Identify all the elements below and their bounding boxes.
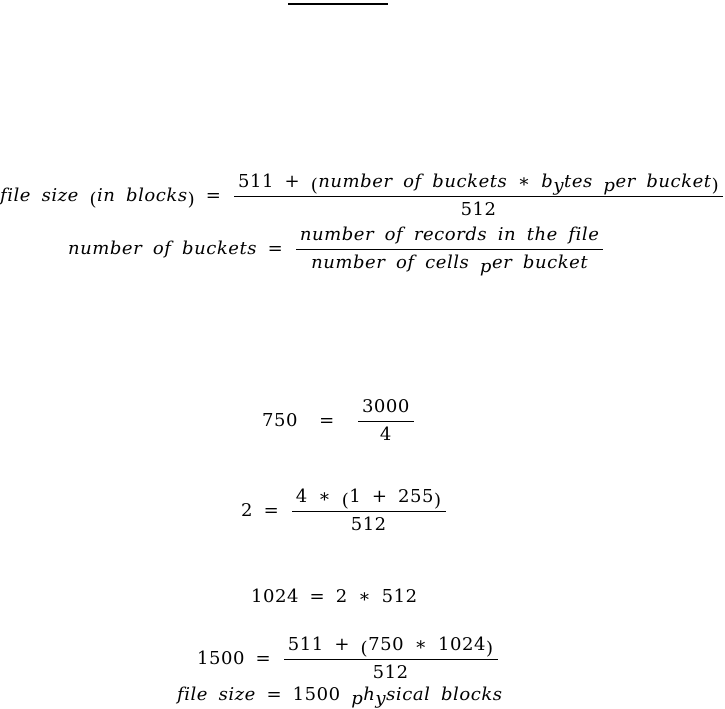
title-underline [288, 3, 388, 5]
denominator [292, 511, 446, 537]
fraction [284, 634, 498, 684]
math-literal: 512 [460, 198, 497, 220]
math-word: tes [564, 171, 604, 192]
file-size-result [177, 684, 503, 707]
math-word: file size [0, 184, 90, 206]
math-literal: 1500 = [197, 647, 282, 669]
math-literal: ∗ [517, 171, 542, 192]
file-size-formula [0, 171, 725, 221]
lowered-glyph: p [351, 688, 364, 709]
math-word: number of buckets [318, 171, 518, 192]
math-literal: = [267, 237, 294, 259]
math-text [177, 684, 503, 707]
lowered-glyph: ) [187, 189, 196, 211]
denominator [284, 659, 498, 685]
math-text [197, 648, 282, 671]
math-literal: 1 + 255 [349, 486, 435, 507]
math-literal: 512 [372, 661, 409, 683]
math-word: h [363, 684, 376, 705]
numerator [296, 224, 604, 249]
math-word: in blocks [97, 184, 188, 206]
math-literal: 1024 = 2 ∗ 512 [251, 586, 418, 607]
denominator [234, 196, 723, 222]
blocks-per-bucket-calculation [241, 486, 448, 536]
lowered-glyph: ) [485, 638, 494, 660]
lowered-glyph: y [375, 688, 387, 709]
fraction [234, 171, 723, 221]
math-literal: 4 ∗ [295, 486, 342, 507]
lowered-glyph: ) [711, 175, 720, 197]
math-literal: 511 + [287, 634, 361, 655]
math-word: er bucket [491, 251, 589, 273]
math-word: b [541, 171, 554, 192]
lowered-glyph: y [553, 175, 565, 197]
denominator [296, 249, 604, 275]
math-literal: 2 = [241, 499, 290, 521]
math-literal: 750 = [262, 409, 356, 431]
math-text [241, 500, 290, 523]
math-word: file size [177, 684, 267, 705]
fraction [296, 224, 604, 277]
lowered-glyph: ( [89, 189, 98, 211]
math-word: number of buckets [68, 237, 268, 259]
fraction [292, 486, 446, 536]
lowered-glyph: p [603, 175, 616, 197]
math-literal: = 1500 [266, 684, 352, 705]
math-word: number of records in the file [299, 224, 600, 245]
math-text [0, 184, 232, 211]
math-text [251, 586, 418, 609]
buckets-calculation [262, 396, 416, 446]
math-literal: 4 [379, 423, 392, 445]
lowered-glyph: ( [360, 638, 369, 660]
math-literal: 3000 [361, 396, 410, 417]
math-word: number of cells [311, 251, 480, 273]
bytes-per-bucket-calculation [251, 586, 418, 609]
math-word: sical blocks [386, 684, 503, 705]
file-size-calculation [197, 634, 500, 684]
math-literal: 512 [350, 513, 387, 535]
number-of-buckets-formula [68, 224, 605, 277]
math-literal: 511 + [237, 171, 311, 192]
lowered-glyph: p [479, 255, 492, 277]
numerator [358, 396, 414, 421]
numerator [284, 634, 498, 659]
denominator [358, 421, 414, 447]
lowered-glyph: ) [434, 490, 442, 512]
lowered-glyph: ( [341, 490, 350, 512]
numerator [234, 171, 723, 196]
fraction [358, 396, 414, 446]
numerator [292, 486, 446, 511]
math-text [68, 238, 294, 261]
math-literal: 750 ∗ 1024 [368, 634, 486, 655]
math-literal: = [195, 184, 232, 206]
math-text [262, 410, 356, 433]
math-word: er bucket [615, 171, 712, 192]
lowered-glyph: ( [310, 175, 319, 197]
